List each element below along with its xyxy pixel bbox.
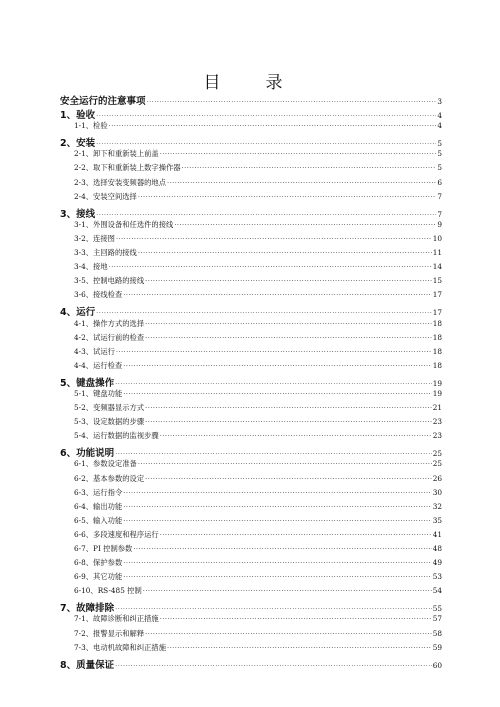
toc-leader-dots [115, 450, 432, 458]
toc-page-number: 18 [432, 332, 442, 342]
toc-entry-title: 5-3、设定数据的步骤 [74, 417, 145, 427]
toc-section-entry [60, 389, 442, 403]
toc-leader-dots [109, 263, 432, 271]
toc-leader-dots [145, 320, 432, 328]
toc-page-number: 17 [432, 290, 442, 300]
toc-leader-dots [123, 390, 431, 398]
toc-page-number: 41 [432, 529, 442, 539]
toc-leader-dots [115, 380, 432, 388]
toc-section-entry [60, 192, 442, 206]
toc-leader-dots [115, 662, 432, 670]
toc-entry-title: 2、安装 [60, 138, 96, 150]
toc-entry-title: 3-2、连接图 [74, 233, 115, 243]
toc-section-entry [60, 474, 442, 488]
toc-page-number: 59 [432, 642, 442, 652]
toc-section-entry [60, 431, 442, 445]
toc-leader-dots [160, 150, 437, 158]
toc-leader-dots [96, 309, 432, 317]
toc-entry-title: 6-1、参数设定准备 [74, 459, 137, 469]
toc-leader-dots [133, 545, 431, 553]
toc-entry-title: 5-2、变频器显示方式 [74, 403, 145, 413]
toc-page-number: 5 [437, 149, 442, 159]
toc-page-number: 21 [432, 403, 442, 413]
toc-entry-title: 4-4、运行检查 [74, 360, 123, 370]
toc-chapter-entry [60, 304, 442, 318]
toc-page-number: 19 [432, 378, 442, 388]
toc-leader-dots [123, 573, 431, 581]
toc-page-number: 35 [432, 515, 442, 525]
toc-chapter-entry [60, 107, 442, 121]
toc-leader-dots [123, 503, 431, 511]
toc-section-entry [60, 502, 442, 516]
toc-leader-dots [138, 193, 437, 201]
toc-page-number: 7 [437, 191, 442, 201]
toc-page-number: 17 [432, 308, 442, 318]
toc-leader-dots [138, 460, 432, 468]
toc-page-number: 18 [432, 318, 442, 328]
toc-entry-title: 6-6、多段速度和程序运行 [74, 529, 159, 539]
toc-entry-title: 4、运行 [60, 307, 96, 319]
toc-section-entry [60, 516, 442, 530]
toc-section-entry [60, 643, 442, 657]
toc-entry-title: 6-9、其它功能 [74, 572, 123, 582]
toc-page-number: 25 [432, 449, 442, 459]
toc-section-entry [60, 558, 442, 572]
toc-chapter-entry [60, 135, 442, 149]
toc-leader-dots [167, 644, 432, 652]
toc-leader-dots [96, 211, 436, 219]
toc-entry-title: 4-2、试运行前的检查 [74, 332, 145, 342]
toc-page-number: 5 [437, 139, 442, 149]
toc-leader-dots [123, 489, 431, 497]
toc-entry-title: 3-3、主回路的接线 [74, 248, 137, 258]
toc-page-number: 10 [432, 233, 442, 243]
toc-section-entry [60, 248, 442, 262]
toc-leader-dots [123, 559, 431, 567]
toc-chapter-entry [60, 657, 442, 671]
toc-entry-title: 3-4、接地 [74, 262, 108, 272]
toc-entry-title: 3-5、控制电路的接线 [74, 276, 145, 286]
toc-section-entry [60, 586, 442, 600]
toc-leader-dots [160, 615, 432, 623]
toc-entry-title: 6-4、输出功能 [74, 501, 123, 511]
toc-section-entry [60, 333, 442, 347]
toc-leader-dots [116, 348, 432, 356]
toc-entry-title: 6-2、基本参数的设定 [74, 473, 145, 483]
toc-page-number: 15 [432, 276, 442, 286]
toc-section-entry [60, 361, 442, 375]
toc-section-entry [60, 220, 442, 234]
toc-page-number: 7 [437, 209, 442, 219]
toc-leader-dots [138, 249, 432, 257]
toc-entry-title: 6-3、运行指令 [74, 487, 123, 497]
toc-page-number: 25 [432, 459, 442, 469]
toc-section-entry [60, 544, 442, 558]
toc-page-number: 32 [432, 501, 442, 511]
toc-section-entry [60, 530, 442, 544]
toc-section-entry [60, 417, 442, 431]
toc-page-number: 30 [432, 487, 442, 497]
toc-page-number: 49 [432, 558, 442, 568]
toc-leader-dots [115, 605, 432, 613]
toc-entry-title: 5、键盘操作 [60, 377, 115, 389]
toc-page-number: 58 [432, 628, 442, 638]
toc-page-number: 11 [432, 248, 442, 258]
toc-leader-dots [116, 235, 432, 243]
toc-page-number: 53 [432, 572, 442, 582]
toc-chapter-entry [60, 600, 442, 614]
table-of-contents [60, 93, 442, 671]
toc-page-number: 4 [437, 121, 442, 131]
toc-entry-title: 7-3、电动机故障和纠正措施 [74, 642, 167, 652]
toc-section-entry [60, 488, 442, 502]
toc-page-number: 23 [432, 417, 442, 427]
toc-entry-title: 2-1、卸下和重新装上前盖 [74, 149, 159, 159]
toc-leader-dots [123, 517, 431, 525]
toc-page-number: 19 [432, 388, 442, 398]
toc-entry-title: 6-10、RS-485 控制 [74, 586, 142, 596]
toc-entry-title: 3-1、外围设备和任选件的接线 [74, 219, 174, 229]
toc-section-entry [60, 319, 442, 333]
toc-entry-title: 1、验收 [60, 110, 96, 122]
toc-page-number: 55 [432, 604, 442, 614]
toc-leader-dots [109, 122, 437, 130]
toc-page-number: 60 [432, 660, 442, 670]
toc-entry-title: 4-1、操作方式的选择 [74, 318, 145, 328]
toc-entry-title: 4-3、试运行 [74, 346, 115, 356]
toc-section-entry [60, 459, 442, 473]
toc-leader-dots [123, 291, 431, 299]
toc-page-number: 26 [432, 473, 442, 483]
toc-leader-dots [160, 531, 432, 539]
toc-entry-title: 7-1、故障诊断和纠正措施 [74, 614, 159, 624]
toc-leader-dots [174, 221, 436, 229]
toc-entry-title: 2-2、取下和重新装上数字操作器 [74, 163, 181, 173]
toc-page-number: 18 [432, 346, 442, 356]
toc-entry-title: 2-4、安装空间选择 [74, 191, 137, 201]
toc-leader-dots [123, 362, 431, 370]
toc-entry-title: 7、故障排除 [60, 603, 115, 615]
toc-page-number: 5 [437, 163, 442, 173]
toc-entry-title: 3-6、接线检查 [74, 290, 123, 300]
toc-entry-title: 5-1、键盘功能 [74, 388, 123, 398]
toc-section-entry [60, 347, 442, 361]
toc-page-number: 23 [432, 431, 442, 441]
toc-leader-dots [96, 112, 436, 120]
page-title: 目 录 [203, 73, 297, 93]
toc-section-entry [60, 262, 442, 276]
toc-chapter-entry [60, 206, 442, 220]
toc-leader-dots [143, 587, 432, 595]
toc-leader-dots [145, 334, 432, 342]
toc-section-entry [60, 629, 442, 643]
toc-entry-title: 6、功能说明 [60, 448, 115, 460]
toc-page-number: 54 [432, 586, 442, 596]
toc-entry-title: 6-5、输入功能 [74, 515, 123, 525]
toc-section-entry [60, 614, 442, 628]
toc-section-entry [60, 121, 442, 135]
toc-leader-dots [160, 432, 432, 440]
toc-page-number: 14 [432, 262, 442, 272]
toc-entry-title: 1-1、检验 [74, 121, 108, 131]
toc-page-number: 3 [437, 97, 442, 106]
toc-page-number: 6 [437, 177, 442, 187]
toc-entry-title: 2-3、选择安装变频器的地点 [74, 177, 167, 187]
toc-entry-title: 8、质量保证 [60, 659, 115, 671]
toc-chapter-entry [60, 445, 442, 459]
toc-page-number: 4 [437, 111, 442, 121]
toc-page-number: 57 [432, 614, 442, 624]
toc-leader-dots [145, 404, 432, 412]
toc-leader-dots [145, 418, 432, 426]
toc-section-entry [60, 163, 442, 177]
toc-leader-dots [147, 98, 437, 106]
toc-section-entry [60, 403, 442, 417]
toc-leader-dots [145, 475, 432, 483]
toc-section-entry [60, 276, 442, 290]
toc-leader-dots [167, 179, 436, 187]
toc-leader-dots [182, 164, 437, 172]
toc-leader-dots [145, 630, 432, 638]
toc-chapter-entry [60, 93, 442, 107]
toc-entry-title: 5-4、运行数据的监视步骤 [74, 431, 159, 441]
toc-entry-title: 7-2、报警显示和解释 [74, 628, 145, 638]
toc-section-entry [60, 572, 442, 586]
toc-leader-dots [145, 277, 432, 285]
toc-page-number: 18 [432, 360, 442, 370]
toc-section-entry [60, 234, 442, 248]
toc-section-entry [60, 290, 442, 304]
toc-entry-title: 安全运行的注意事项 [60, 96, 146, 107]
toc-entry-title: 6-7、PI 控制参数 [74, 544, 133, 553]
toc-leader-dots [96, 140, 436, 148]
toc-entry-title: 3、接线 [60, 208, 96, 220]
toc-chapter-entry [60, 375, 442, 389]
toc-page-number: 9 [437, 219, 442, 229]
toc-entry-title: 6-8、保护参数 [74, 558, 123, 568]
toc-section-entry [60, 178, 442, 192]
toc-page-number: 48 [432, 544, 442, 553]
toc-section-entry [60, 149, 442, 163]
